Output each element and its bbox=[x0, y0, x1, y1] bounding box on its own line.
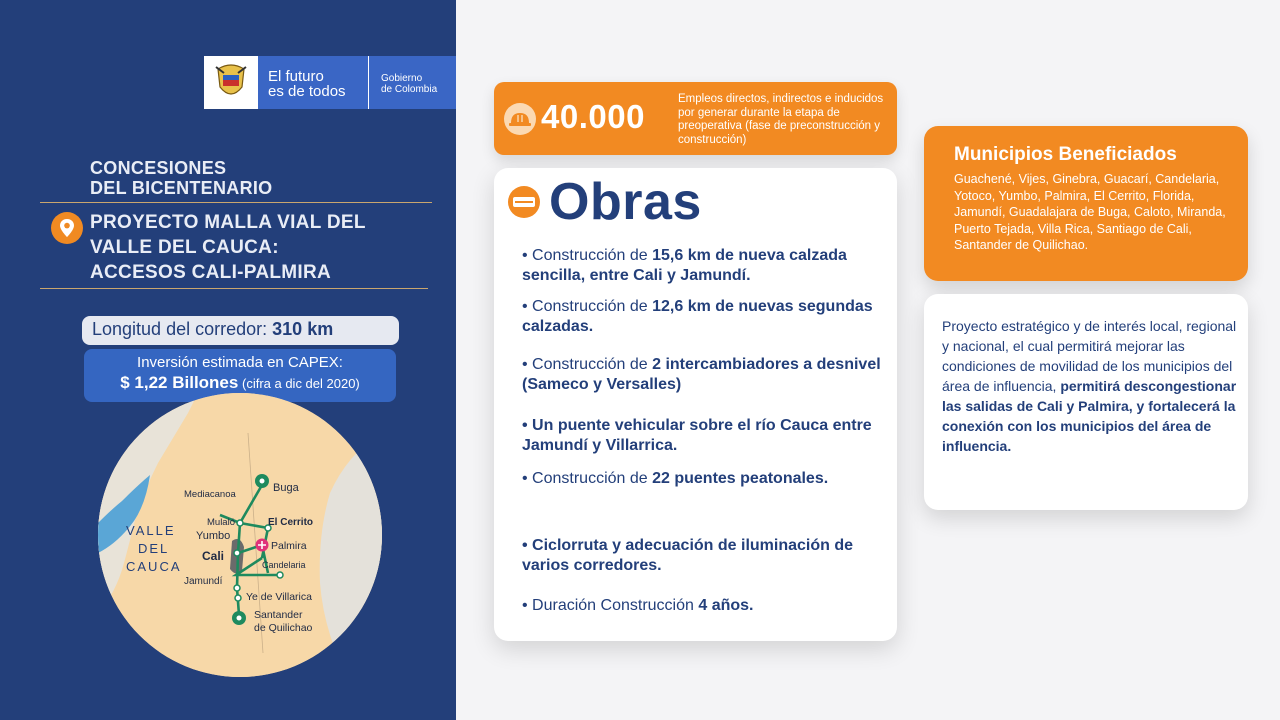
government-logo bbox=[204, 56, 456, 109]
length-separator: : bbox=[262, 319, 268, 339]
works-card bbox=[494, 168, 897, 641]
capex-value: $ 1,22 Billones bbox=[120, 373, 239, 392]
employment-card bbox=[494, 82, 897, 155]
municipalities-list: Guachené, Vijes, Ginebra, Guacarí, Candelaria, Yotoco, Yumbo, Palmira, El Cerrito, Florida, Jamundí, Guadalajara de Buga, Caloto, Miranda, Puerto Tejada, Villa Rica, Santiago de Cali, Santander de Quilichao. bbox=[954, 172, 1226, 252]
works-item-text: Construcción de bbox=[532, 470, 653, 487]
route-map bbox=[98, 393, 382, 677]
region-label-3: CAUCA bbox=[126, 559, 182, 574]
label-el-cerrito: El Cerrito bbox=[268, 517, 314, 528]
description-card bbox=[924, 294, 1248, 510]
label-yumbo: Yumbo bbox=[196, 530, 231, 542]
municipalities-title: Municipios Beneficiados bbox=[954, 144, 1177, 165]
region-label-1: VALLE bbox=[126, 523, 176, 538]
works-item: • Construcción de 15,6 km de nueva calzada sencilla, entre Cali y Jamundí. bbox=[522, 247, 847, 284]
label-santander-1: Santander bbox=[254, 609, 303, 621]
project-line-2: VALLE DEL CAUCA: bbox=[90, 237, 279, 258]
government-line-2: de Colombia bbox=[381, 84, 438, 95]
region-label-2: DEL bbox=[138, 541, 170, 556]
works-item: • Construcción de 12,6 km de nuevas segundas calzadas. bbox=[522, 298, 873, 335]
hard-hat-icon bbox=[504, 103, 536, 135]
node-jamundi bbox=[234, 585, 240, 591]
left-panel bbox=[0, 0, 456, 720]
works-item-bold: 22 puentes peatonales. bbox=[652, 470, 829, 487]
length-label: Longitud del corredor bbox=[92, 319, 263, 339]
node-cali bbox=[234, 550, 240, 556]
works-item-bold: 2 intercambiadores a desnivel (Sameco y Versalles) bbox=[522, 356, 881, 393]
pin-buga-icon bbox=[255, 474, 269, 488]
slogan-line-2: es de todos bbox=[268, 83, 346, 100]
label-palmira: Palmira bbox=[271, 540, 307, 552]
project-line-1: PROYECTO MALLA VIAL DEL bbox=[90, 212, 366, 233]
node-mulalo bbox=[237, 520, 243, 526]
employment-description: Empleos directos, indirectos e inducidos por generar durante la etapa de preoperativa (fase de preconstrucción y construcción) bbox=[678, 93, 884, 146]
capex-label: Inversión estimada en CAPEX: bbox=[137, 354, 343, 371]
works-item-bold: 4 años. bbox=[698, 597, 754, 614]
project-title bbox=[90, 210, 420, 285]
works-item-bold: Un puente vehicular sobre el río Cauca entre Jamundí y Villarrica. bbox=[522, 417, 872, 454]
municipalities-card bbox=[924, 126, 1248, 281]
program-title bbox=[90, 158, 390, 198]
label-santander-2: de Quilichao bbox=[254, 622, 313, 634]
coat-of-arms-icon bbox=[204, 56, 258, 109]
works-item-bold: Ciclorruta y adecuación de iluminación de varios corredores. bbox=[522, 537, 854, 574]
length-value: 310 km bbox=[272, 319, 334, 339]
works-item-text: Duración Construcción bbox=[532, 597, 699, 614]
divider bbox=[40, 202, 432, 203]
label-mediacanoa: Mediacanoa bbox=[184, 489, 236, 500]
works-item: • Ciclorruta y adecuación de iluminación de varios corredores. bbox=[522, 537, 854, 574]
location-pin-icon bbox=[51, 212, 83, 244]
corridor-length bbox=[82, 316, 399, 345]
pin-santander-icon bbox=[232, 611, 246, 625]
description-bold: permitirá descongestionar las salidas de Cali y Palmira, y fortalecerá la conexión con los municipios del área de influencia. bbox=[942, 378, 1237, 454]
divider bbox=[40, 288, 428, 289]
program-line-2: DEL BICENTENARIO bbox=[90, 178, 273, 198]
works-item: • Un puente vehicular sobre el río Cauca entre Jamundí y Villarrica. bbox=[522, 417, 872, 454]
works-title: Obras bbox=[549, 173, 702, 231]
label-cali: Cali bbox=[202, 549, 225, 563]
works-item-text: Construcción de bbox=[532, 356, 653, 373]
description-text bbox=[942, 316, 1242, 456]
program-line-1: CONCESIONES bbox=[90, 158, 227, 178]
works-item: • Construcción de 2 intercambiadores a desnivel (Sameco y Versalles) bbox=[522, 356, 881, 393]
government-label bbox=[368, 56, 456, 109]
label-buga: Buga bbox=[273, 482, 299, 494]
node-candelaria bbox=[277, 572, 283, 578]
works-item: • Construcción de 22 puentes peatonales. bbox=[522, 470, 829, 487]
works-item: • Duración Construcción 4 años. bbox=[522, 597, 754, 614]
project-line-3: ACCESOS CALI-PALMIRA bbox=[90, 262, 332, 283]
airport-palmira-icon bbox=[256, 539, 269, 552]
works-item-bold: 15,6 km de nueva calzada sencilla, entre Cali y Jamundí. bbox=[522, 247, 847, 284]
label-ye-villarica: Ye de Villarica bbox=[246, 591, 312, 603]
node-ye-villarica bbox=[235, 595, 241, 601]
label-mulalo: Mulaló bbox=[207, 517, 235, 528]
capex-note: (cifra a dic del 2020) bbox=[241, 376, 360, 391]
label-jamundi: Jamundí bbox=[184, 576, 223, 587]
slogan bbox=[258, 56, 368, 109]
road-barrier-icon bbox=[508, 186, 540, 218]
employment-number: 40.000 bbox=[541, 98, 645, 135]
works-item-text: Construcción de bbox=[532, 247, 653, 264]
works-item-bold: 12,6 km de nuevas segundas calzadas. bbox=[522, 298, 873, 335]
slogan-line-1: El futuro bbox=[268, 68, 324, 85]
description-normal: Proyecto estratégico y de interés local, regional y nacional, el cual permitirá mejorar las condiciones de movilidad de los municipios del área de influencia, bbox=[942, 318, 1237, 394]
works-item-text: Construcción de bbox=[532, 298, 653, 315]
government-line-1: Gobierno bbox=[381, 73, 423, 84]
label-candelaria: Candelaria bbox=[262, 560, 306, 570]
capex-amount-line bbox=[84, 372, 396, 395]
